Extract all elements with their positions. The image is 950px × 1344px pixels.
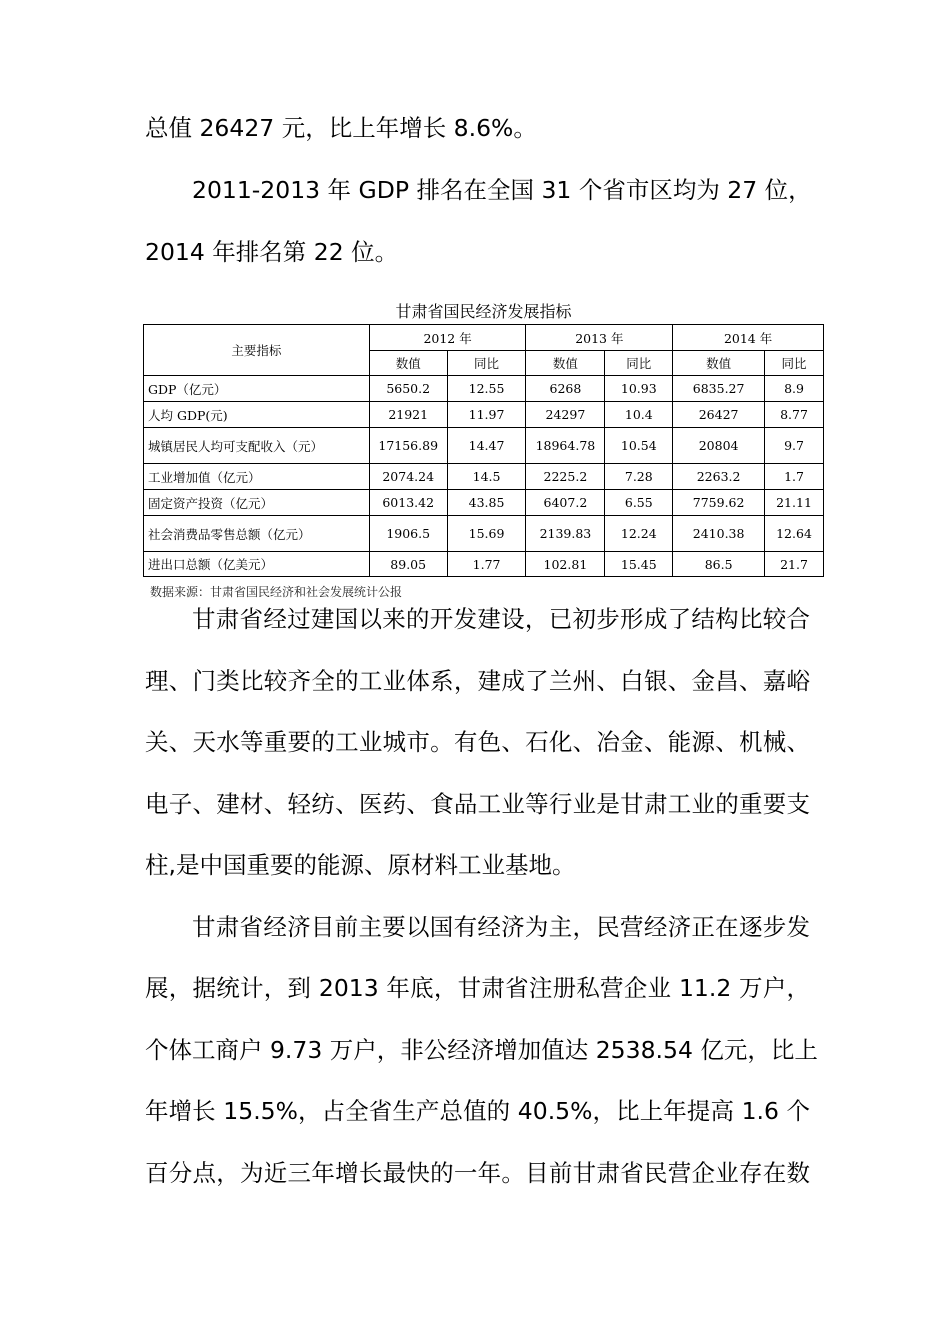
table-row [144,490,824,516]
table-row [144,464,824,490]
paragraph-private-line-5: 百分点，为近三年增长最快的一年。目前甘肃省民营企业存在数 [145,1159,810,1187]
paragraph-private-line-4: 年增长 15.5%，占全省生产总值的 40.5%，比上年提高 1.6 个 [145,1097,810,1125]
cell-value-2012: 21921 [369,402,447,428]
header-value-2012: 数值 [369,351,447,376]
header-year-2012: 2012 年 [369,325,526,351]
row-name: 固定资产投资（亿元） [144,490,370,516]
cell-yoy-2012: 11.97 [447,402,526,428]
cell-yoy-2014: 8.77 [765,402,824,428]
cell-value-2014: 26427 [673,402,765,428]
cell-yoy-2012: 14.47 [447,428,526,464]
row-name: 工业增加值（亿元） [144,464,370,490]
cell-value-2014: 2410.38 [673,516,765,552]
cell-yoy-2013: 15.45 [605,552,673,577]
table-row [144,428,824,464]
cell-value-2013: 2225.2 [526,464,605,490]
cell-yoy-2014: 8.9 [765,376,824,402]
cell-value-2012: 1906.5 [369,516,447,552]
cell-yoy-2012: 12.55 [447,376,526,402]
row-name: GDP（亿元） [144,376,370,402]
cell-value-2012: 89.05 [369,552,447,577]
paragraph-top-line-1: 总值 26427 元，比上年增长 8.6%。 [145,114,537,142]
cell-value-2013: 2139.83 [526,516,605,552]
cell-value-2013: 24297 [526,402,605,428]
row-name: 人均 GDP(元) [144,402,370,428]
table-source-note: 数据来源：甘肃省国民经济和社会发展统计公报 [150,585,403,599]
cell-yoy-2014: 1.7 [765,464,824,490]
cell-value-2012: 17156.89 [369,428,447,464]
cell-yoy-2014: 12.64 [765,516,824,552]
cell-yoy-2013: 10.4 [605,402,673,428]
cell-yoy-2012: 43.85 [447,490,526,516]
cell-yoy-2012: 1.77 [447,552,526,577]
cell-value-2014: 86.5 [673,552,765,577]
cell-value-2013: 18964.78 [526,428,605,464]
paragraph-top-line-3: 2014 年排名第 22 位。 [145,238,399,266]
cell-value-2013: 6407.2 [526,490,605,516]
header-year-2013: 2013 年 [526,325,673,351]
paragraph-industry-line-2: 理、门类比较齐全的工业体系，建成了兰州、白银、金昌、嘉峪 [145,667,810,695]
paragraph-private-line-1: 甘肃省经济目前主要以国有经济为主，民营经济正在逐步发 [192,913,810,941]
cell-yoy-2013: 10.54 [605,428,673,464]
cell-yoy-2013: 6.55 [605,490,673,516]
header-value-2013: 数值 [526,351,605,376]
table-row [144,516,824,552]
cell-value-2014: 2263.2 [673,464,765,490]
header-value-2014: 数值 [673,351,765,376]
paragraph-industry-line-4: 电子、建材、轻纺、医药、食品工业等行业是甘肃工业的重要支 [145,790,810,818]
table-row [144,552,824,577]
table-row [144,402,824,428]
cell-yoy-2013: 7.28 [605,464,673,490]
cell-yoy-2013: 12.24 [605,516,673,552]
paragraph-industry-line-1: 甘肃省经过建国以来的开发建设，已初步形成了结构比较合 [192,605,810,633]
cell-value-2014: 7759.62 [673,490,765,516]
paragraph-private-line-2: 展，据统计，到 2013 年底，甘肃省注册私营企业 11.2 万户， [145,974,810,1002]
cell-yoy-2012: 15.69 [447,516,526,552]
cell-yoy-2014: 21.7 [765,552,824,577]
paragraph-private-line-3: 个体工商户 9.73 万户，非公经济增加值达 2538.54 亿元，比上 [145,1036,818,1064]
cell-yoy-2012: 14.5 [447,464,526,490]
row-name: 进出口总额（亿美元） [144,552,370,577]
cell-yoy-2014: 9.7 [765,428,824,464]
header-yoy-2014: 同比 [765,351,824,376]
paragraph-industry-line-3: 关、天水等重要的工业城市。有色、石化、冶金、能源、机械、 [145,728,810,756]
cell-yoy-2014: 21.11 [765,490,824,516]
table-title: 甘肃省国民经济发展指标 [395,302,572,321]
header-year-2014: 2014 年 [673,325,824,351]
cell-value-2014: 6835.27 [673,376,765,402]
cell-value-2012: 2074.24 [369,464,447,490]
header-indicator: 主要指标 [144,325,370,376]
row-name: 社会消费品零售总额（亿元） [144,516,370,552]
paragraph-top-line-2: 2011-2013 年 GDP 排名在全国 31 个省市区均为 27 位， [192,176,812,204]
cell-value-2012: 5650.2 [369,376,447,402]
paragraph-industry-line-5: 柱,是中国重要的能源、原材料工业基地。 [145,851,576,879]
cell-value-2012: 6013.42 [369,490,447,516]
table-row [144,376,824,402]
cell-value-2013: 102.81 [526,552,605,577]
cell-value-2014: 20804 [673,428,765,464]
table-header-row-years [144,325,824,351]
row-name: 城镇居民人均可支配收入（元） [144,428,370,464]
cell-yoy-2013: 10.93 [605,376,673,402]
economic-indicators-table [143,324,824,577]
cell-value-2013: 6268 [526,376,605,402]
header-yoy-2012: 同比 [447,351,526,376]
header-yoy-2013: 同比 [605,351,673,376]
